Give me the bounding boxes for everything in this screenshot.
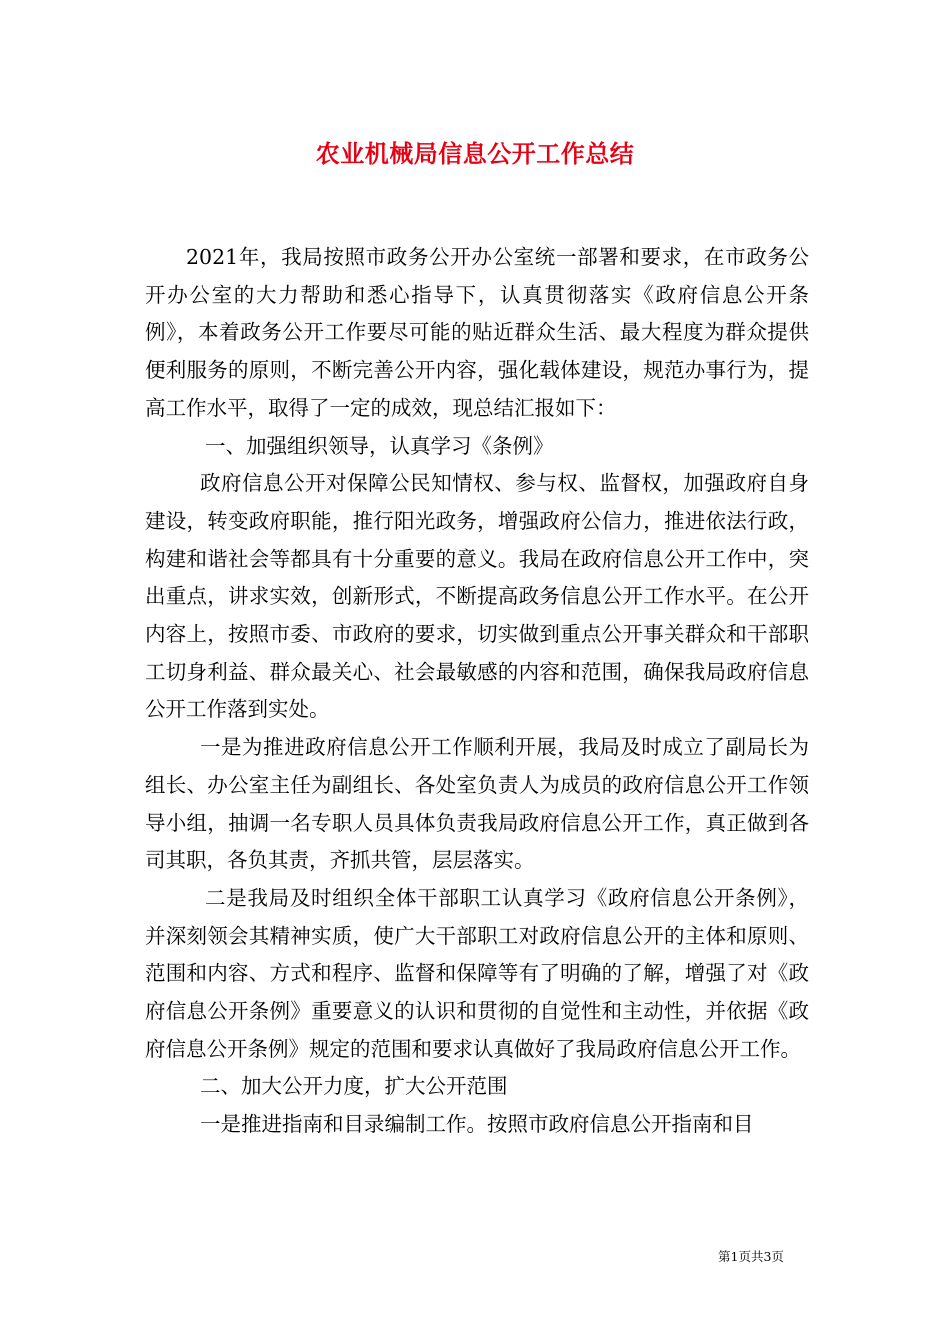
body-paragraph: 政府信息公开对保障公民知情权、参与权、监督权，加强政府自身建设，转变政府职能，推行阳光政务，增强政府公信力，推进依法行政，构建和谐社会等都具有十分重要的意义。我局在政府信息公开工作中，突出重点，讲求实效，创新形式，不断提高政务信息公开工作水平。在公开内容上，按照市委、市政府的要求，切实做到重点公开事关群众和干部职工切身利益、群众最关心、社会最敏感的内容和范围，确保我局政府信息公开工作落到实处。	[145, 471, 809, 722]
intro-paragraph: 2021年，我局按照市政务公开办公室统一部署和要求，在市政务公开办公室的大力帮助和悉心指导下，认真贯彻落实《政府信息公开条例》，本着政务公开工作要尽可能的贴近群众生活、最大程度为群众提供便利服务的原则，不断完善公开内容，强化载体建设，规范办事行为，提高工作水平，取得了一定的成效，现总结汇报如下：	[145, 245, 809, 420]
document-body	[145, 239, 809, 1144]
body-paragraph: 一是推进指南和目录编制工作。按照市政府信息公开指南和目	[200, 1112, 754, 1137]
section-heading-2: 二、加大公开力度，扩大公开范围	[200, 1074, 508, 1099]
page-number: 第1页共3页	[718, 1249, 784, 1264]
section-heading-1: 一、加强组织领导，认真学习《条例》	[205, 433, 554, 458]
body-paragraph: 二是我局及时组织全体干部职工认真学习《政府信息公开条例》，并深刻领会其精神实质，使广大干部职工对政府信息公开的主体和原则、范围和内容、方式和程序、监督和保障等有了明确的了解，增强了对《政府信息公开条例》重要意义的认识和贯彻的自觉性和主动性，并依据《政府信息公开条例》规定的范围和要求认真做好了我局政府信息公开工作。	[145, 885, 809, 1061]
body-paragraph: 一是为推进政府信息公开工作顺利开展，我局及时成立了副局长为组长、办公室主任为副组长、各处室负责人为成员的政府信息公开工作领导小组，抽调一名专职人员具体负责我局政府信息公开工作，真正做到各司其职，各负其责，齐抓共管，层层落实。	[145, 735, 809, 873]
document-title: 农业机械局信息公开工作总结	[315, 139, 635, 168]
